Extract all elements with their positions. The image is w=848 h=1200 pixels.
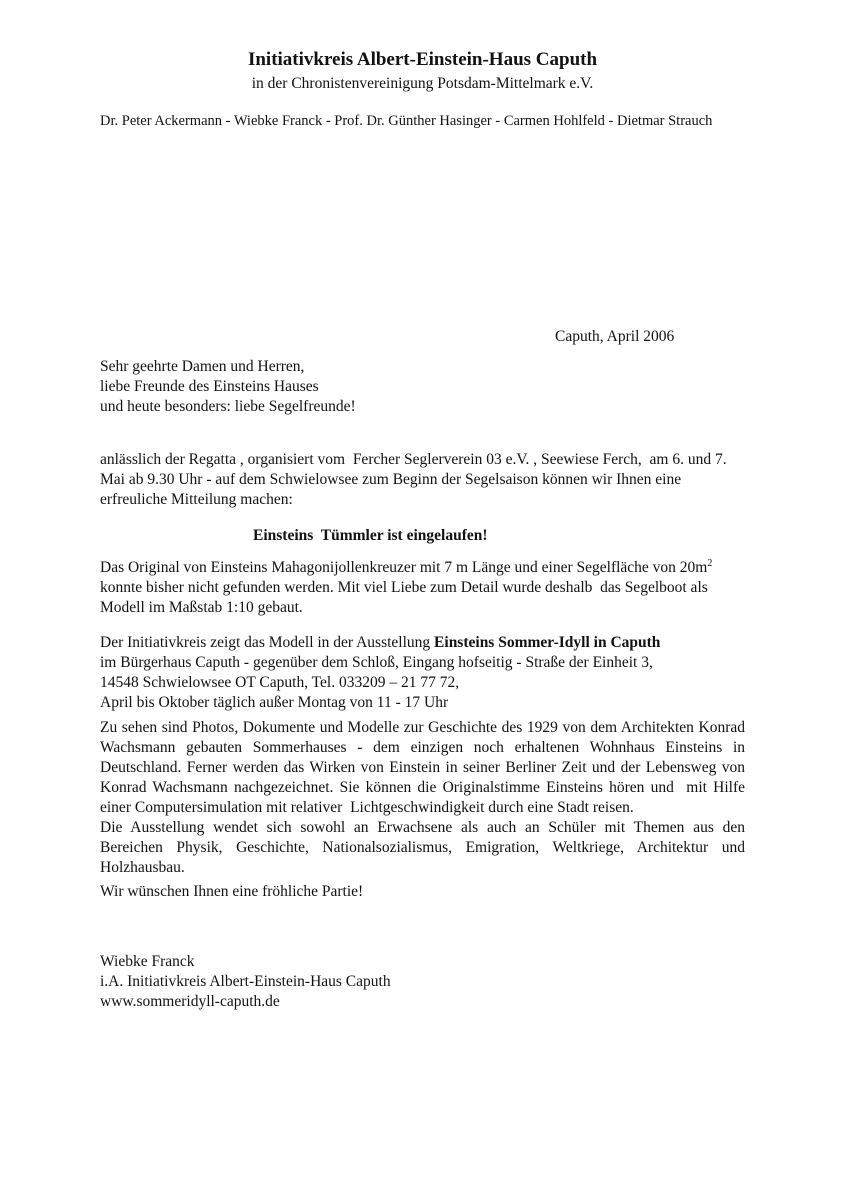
paragraph-line: Mai ab 9.30 Uhr - auf dem Schwielowsee zum Beginn der Segelsaison können wir Ihnen eine	[100, 471, 682, 488]
paragraph-line: April bis Oktober täglich außer Montag von 11 - 17 Uhr	[100, 694, 449, 711]
paragraph-line: Deutschland. Ferner werden das Wirken von Einstein in seiner Berliner Zeit und der Lebensweg von	[100, 759, 745, 776]
closing-line: Wir wünschen Ihnen eine fröhliche Partie!	[100, 883, 364, 900]
paragraph-line: im Bürgerhaus Caputh - gegenüber dem Schloß, Eingang hofseitig - Straße der Einheit 3,	[100, 654, 653, 671]
salutation-line: liebe Freunde des Einsteins Hauses	[100, 378, 319, 395]
signature-website: www.sommeridyll-caputh.de	[100, 993, 280, 1010]
paragraph-line: konnte bisher nicht gefunden werden. Mit viel Liebe zum Detail wurde deshalb das Segelboot als	[100, 579, 708, 596]
paragraph-line: erfreuliche Mitteilung machen:	[100, 491, 293, 508]
paragraph-line: Die Ausstellung wendet sich sowohl an Erwachsene als auch an Schüler mit Themen aus den	[100, 819, 745, 836]
date-line	[100, 327, 745, 347]
announcement-heading: Einsteins Tümmler ist eingelaufen!	[253, 527, 488, 544]
date-text: Caputh, April 2006	[555, 328, 675, 345]
paragraph-line: Holzhausbau.	[100, 859, 185, 876]
signature-block	[100, 952, 745, 1012]
signature-organization: i.A. Initiativkreis Albert-Einstein-Haus Caputh	[100, 973, 391, 990]
paragraph-exhibition	[100, 633, 745, 713]
paragraph-regatta	[100, 450, 745, 510]
letterhead	[100, 0, 745, 131]
letterhead-subtitle: in der Chronistenvereinigung Potsdam-Mittelmark e.V.	[251, 75, 594, 92]
paragraph-line: Zu sehen sind Photos, Dokumente und Modelle zur Geschichte des 1929 von dem Architekten Konrad	[100, 719, 745, 736]
exhibition-title: Einsteins Sommer-Idyll in Caputh	[434, 634, 661, 651]
paragraph-line: anlässlich der Regatta , organisiert vom Fercher Seglerverein 03 e.V. , Seewiese Ferch, am 6. und 7.	[100, 451, 727, 468]
superscript-2: 2	[707, 557, 713, 569]
paragraph-line: einer Computersimulation mit relativer Lichtgeschwindigkeit durch eine Stadt reisen.	[100, 799, 634, 816]
letterhead-members: Dr. Peter Ackermann - Wiebke Franck - Prof. Dr. Günther Hasinger - Carmen Hohlfeld - Dietmar Strauch	[100, 113, 713, 129]
salutation-line: Sehr geehrte Damen und Herren,	[100, 358, 305, 375]
paragraph-line	[100, 633, 745, 653]
paragraph-line: Konrad Wachsmann nachgezeichnet. Sie können die Originalstimme Einsteins hören und mit Hilfe	[100, 779, 745, 796]
paragraph-description	[100, 718, 745, 818]
paragraph-line	[100, 558, 745, 578]
paragraph-line: 14548 Schwielowsee OT Caputh, Tel. 033209 – 21 77 72,	[100, 674, 460, 691]
paragraph-line: Bereichen Physik, Geschichte, Nationalsozialismus, Emigration, Weltkriege, Architektur und	[100, 839, 745, 856]
paragraph-line: Wachsmann gebauten Sommerhauses - dem einzigen noch erhaltenen Wohnhaus Einsteins in	[100, 739, 745, 756]
page-title: Initiativkreis Albert-Einstein-Haus Caputh	[247, 49, 598, 70]
salutation	[100, 357, 745, 417]
paragraph-original-boat	[100, 558, 745, 618]
paragraph-text: Der Initiativkreis zeigt das Modell in der Ausstellung	[100, 634, 435, 651]
paragraph-text: Das Original von Einsteins Mahagonijollenkreuzer mit 7 m Länge und einer Segelfläche von 20m	[100, 559, 708, 576]
salutation-line: und heute besonders: liebe Segelfreunde!	[100, 398, 356, 415]
paragraph-audience	[100, 818, 745, 878]
signature-name: Wiebke Franck	[100, 953, 195, 970]
paragraph-line: Modell im Maßstab 1:10 gebaut.	[100, 599, 303, 616]
